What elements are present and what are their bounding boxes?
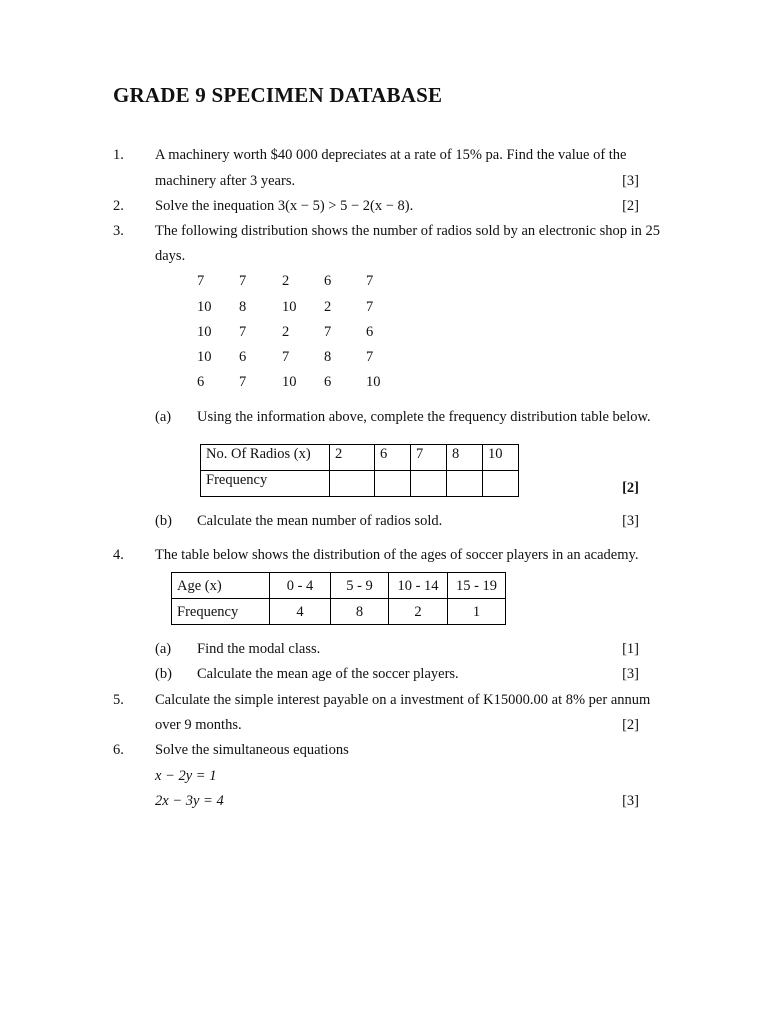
data-value: 10 [197,324,212,340]
q1-marks: [3] [622,173,639,189]
table-header-cell: Age (x) [172,573,270,599]
q1-text-line1: A machinery worth $40 000 depreciates at a rate of 15% pa. Find the value of the [155,147,627,163]
answer-cell[interactable] [483,471,519,497]
table-row [172,599,506,625]
q6-number: 6. [113,742,124,758]
q4b-label: (b) [155,666,172,682]
table-header-cell: Frequency [201,471,330,497]
q3-number: 3. [113,223,124,239]
table-cell: 2 [330,445,375,471]
table-cell: 8 [447,445,483,471]
data-value: 7 [366,299,374,315]
table-cell: 15 - 19 [448,573,506,599]
table-header-cell: No. Of Radios (x) [201,445,330,471]
table-row [201,471,519,497]
data-value: 7 [239,324,247,340]
table-cell: 4 [270,599,331,625]
q6-equation-2: 2x − 3y = 4 [155,793,224,809]
page-title: GRADE 9 SPECIMEN DATABASE [113,83,443,107]
table-row [172,573,506,599]
data-value: 6 [324,374,332,390]
q3b-label: (b) [155,513,172,529]
q1-number: 1. [113,147,124,163]
q3b-text: Calculate the mean number of radios sold. [197,513,443,529]
table-cell: 7 [411,445,447,471]
table-cell: 1 [448,599,506,625]
q3a-label: (a) [155,409,172,425]
data-value: 7 [366,273,374,289]
q2-marks: [2] [622,198,639,214]
table-row [201,445,519,471]
data-value: 7 [197,273,205,289]
q3b-marks: [3] [622,513,639,529]
ages-table [171,572,506,625]
q1-text-line2: machinery after 3 years. [155,173,296,189]
data-value: 2 [324,299,332,315]
q3a-text: Using the information above, complete the frequency distribution table below. [197,409,651,425]
q2-text: Solve the inequation 3(x − 5) > 5 − 2(x − 8). [155,198,414,214]
q3-text-line2: days. [155,248,186,264]
q3a-marks: [2] [622,480,639,496]
data-value: 10 [366,374,381,390]
table-cell: 10 [483,445,519,471]
data-value: 10 [282,299,297,315]
q4-text: The table below shows the distribution of the ages of soccer players in an academy. [155,547,639,563]
data-value: 6 [324,273,332,289]
q5-number: 5. [113,692,124,708]
table-cell: 8 [331,599,389,625]
q4b-text: Calculate the mean age of the soccer players. [197,666,459,682]
table-cell: 5 - 9 [331,573,389,599]
q5-text-line2: over 9 months. [155,717,242,733]
q4-number: 4. [113,547,124,563]
answer-cell[interactable] [330,471,375,497]
q2-number: 2. [113,198,124,214]
q6-equation-1: x − 2y = 1 [155,768,217,784]
q3-text-line1: The following distribution shows the number of radios sold by an electronic shop in 25 [155,223,661,239]
answer-cell[interactable] [411,471,447,497]
data-value: 10 [197,349,212,365]
data-value: 7 [366,349,374,365]
table-header-cell: Frequency [172,599,270,625]
data-value: 7 [282,349,290,365]
answer-cell[interactable] [375,471,411,497]
q5-marks: [2] [622,717,639,733]
table-cell: 0 - 4 [270,573,331,599]
q6-text: Solve the simultaneous equations [155,742,349,758]
data-value: 7 [239,374,247,390]
data-value: 6 [239,349,247,365]
table-cell: 2 [389,599,448,625]
q4b-marks: [3] [622,666,639,682]
data-value: 2 [282,273,290,289]
data-value: 6 [366,324,374,340]
data-value: 7 [324,324,332,340]
q4a-label: (a) [155,641,172,657]
q6-marks: [3] [622,793,639,809]
q5-text-line1: Calculate the simple interest payable on a investment of K15000.00 at 8% per annum [155,692,651,708]
data-value: 8 [239,299,247,315]
data-value: 7 [239,273,247,289]
q4a-text: Find the modal class. [197,641,321,657]
data-value: 6 [197,374,205,390]
table-cell: 6 [375,445,411,471]
data-value: 10 [197,299,212,315]
data-value: 8 [324,349,332,365]
answer-cell[interactable] [447,471,483,497]
radios-frequency-table [200,444,519,497]
data-value: 10 [282,374,297,390]
data-value: 2 [282,324,290,340]
q4a-marks: [1] [622,641,639,657]
table-cell: 10 - 14 [389,573,448,599]
